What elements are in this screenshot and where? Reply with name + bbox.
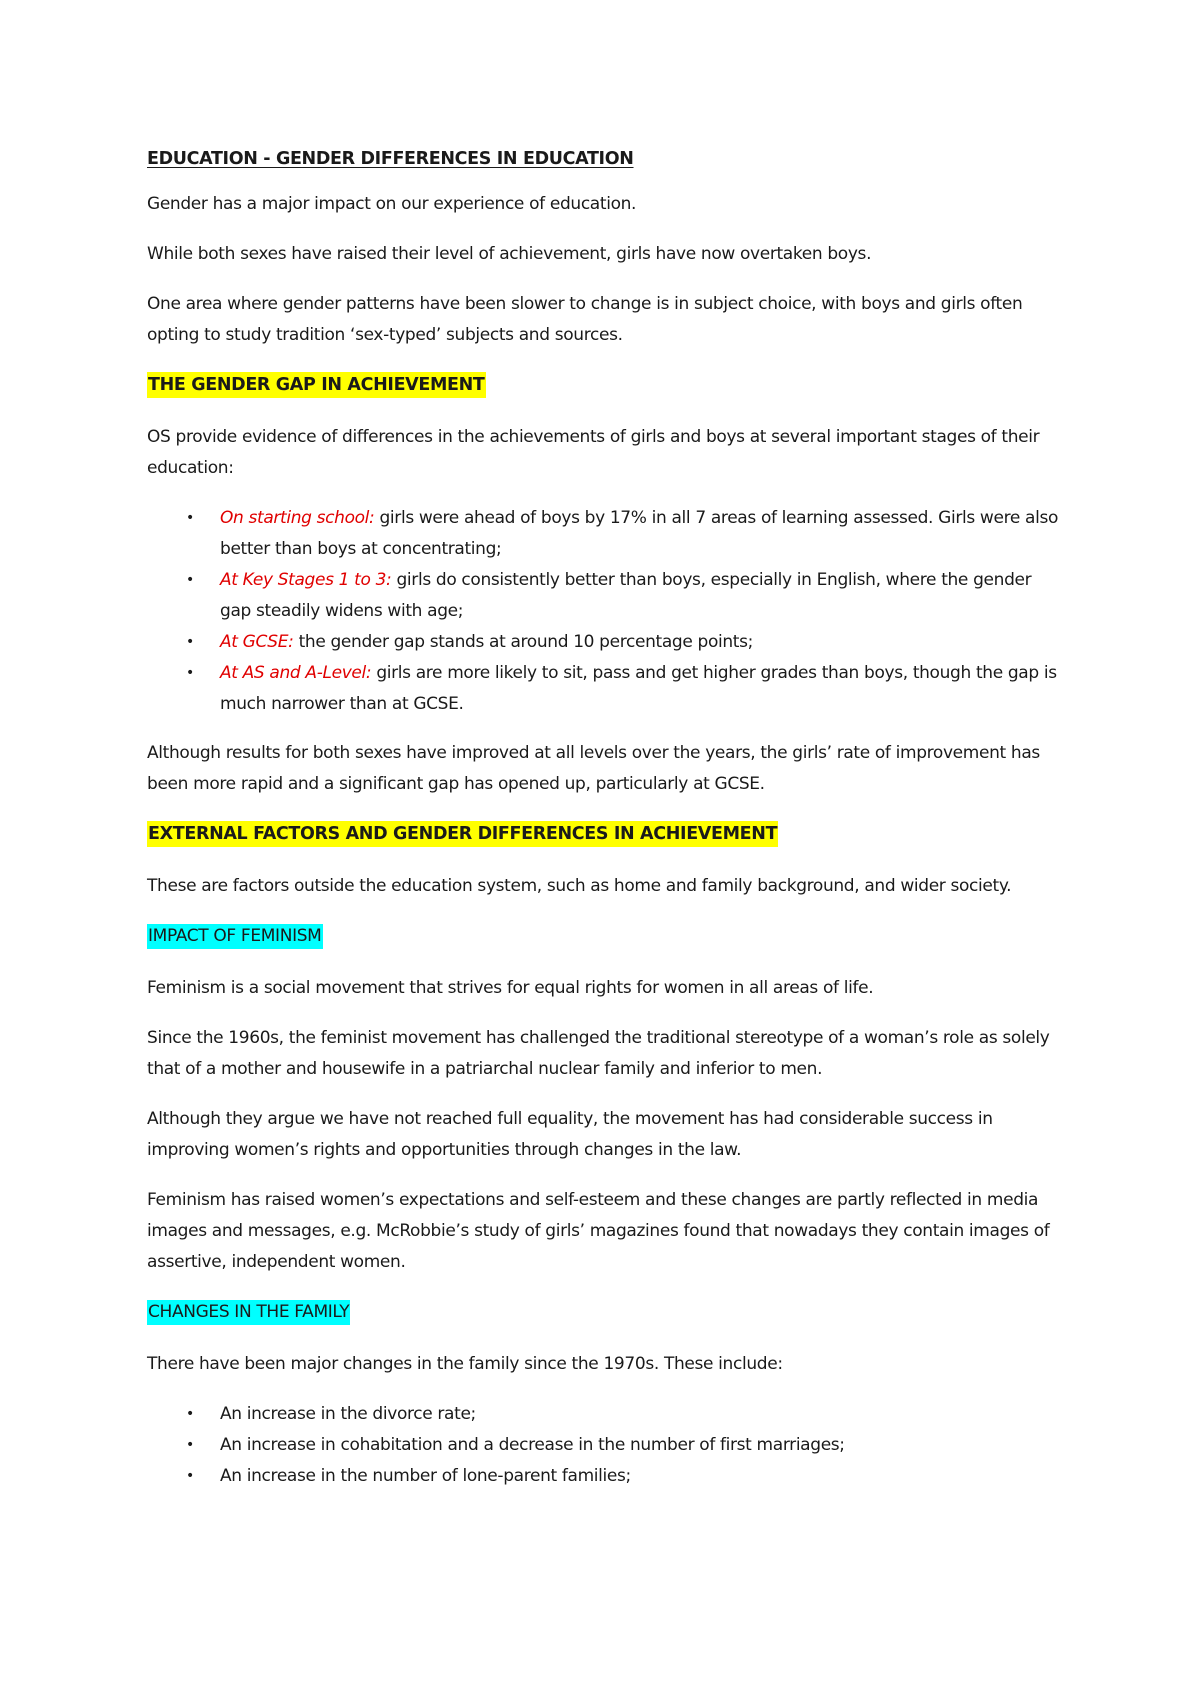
list-item bbox=[147, 1399, 1067, 1430]
feminism-paragraph-4: Feminism has raised women’s expectations and self-esteem and these changes are partly reflected in media images and messages, e.g. McRobbie’s study of girls’ magazines found that nowadays they contain images of assertive, independent women. bbox=[147, 1190, 1050, 1272]
section-heading-external-factors: EXTERNAL FACTORS AND GENDER DIFFERENCES IN ACHIEVEMENT bbox=[147, 821, 778, 847]
subheading-family-wrap bbox=[147, 1297, 1067, 1328]
bullet-icon: • bbox=[186, 1406, 194, 1422]
intro-paragraph-2: While both sexes have raised their level of achievement, girls have now overtaken boys. bbox=[147, 244, 872, 264]
external-factors-lead: These are factors outside the education system, such as home and family background, and wider society. bbox=[147, 876, 1012, 896]
gender-gap-closing: Although results for both sexes have improved at all levels over the years, the girls’ rate of improvement has been more rapid and a significant gap has opened up, particularly at GCSE. bbox=[147, 743, 1040, 794]
bullet-icon: • bbox=[186, 1437, 194, 1453]
list-item bbox=[147, 1430, 1067, 1461]
stage-term: On starting school: bbox=[220, 508, 375, 528]
subheading-feminism-wrap bbox=[147, 921, 1067, 952]
stage-term: At AS and A-Level: bbox=[220, 663, 372, 683]
stage-text: the gender gap stands at around 10 percentage points; bbox=[293, 632, 753, 652]
list-item bbox=[147, 503, 1067, 565]
stage-term: At Key Stages 1 to 3: bbox=[220, 570, 392, 590]
list-item bbox=[147, 627, 1067, 658]
bullet-icon: • bbox=[186, 572, 194, 588]
feminism-paragraph-3: Although they argue we have not reached full equality, the movement has had considerable success in improving women’s rights and opportunities through changes in the law. bbox=[147, 1109, 993, 1160]
achievement-stages-list bbox=[147, 503, 1067, 720]
document-page bbox=[147, 143, 1067, 1510]
family-lead: There have been major changes in the family since the 1970s. These include: bbox=[147, 1354, 783, 1374]
family-change-text: An increase in the number of lone-parent families; bbox=[220, 1466, 631, 1486]
list-item bbox=[147, 1461, 1067, 1492]
stage-text: girls were ahead of boys by 17% in all 7 areas of learning assessed. Girls were also better than boys at concentrating; bbox=[220, 508, 1059, 559]
bullet-icon: • bbox=[186, 510, 194, 526]
stage-text: girls do consistently better than boys, especially in English, where the gender gap steadily widens with age; bbox=[220, 570, 1032, 621]
section-heading-gender-gap: THE GENDER GAP IN ACHIEVEMENT bbox=[147, 372, 486, 398]
document-title: EDUCATION - GENDER DIFFERENCES IN EDUCATION bbox=[147, 149, 634, 169]
bullet-icon: • bbox=[186, 665, 194, 681]
subheading-impact-of-feminism: IMPACT OF FEMINISM bbox=[147, 924, 323, 949]
bullet-icon: • bbox=[186, 634, 194, 650]
family-change-text: An increase in the divorce rate; bbox=[220, 1404, 476, 1424]
gender-gap-lead: OS provide evidence of differences in the achievements of girls and boys at several important stages of their education: bbox=[147, 427, 1040, 478]
list-item bbox=[147, 658, 1067, 720]
bullet-icon: • bbox=[186, 1468, 194, 1484]
list-item bbox=[147, 565, 1067, 627]
section-heading-external-wrap bbox=[147, 819, 1067, 850]
family-change-text: An increase in cohabitation and a decrease in the number of first marriages; bbox=[220, 1435, 845, 1455]
section-heading-gender-gap-wrap bbox=[147, 370, 1067, 401]
feminism-paragraph-1: Feminism is a social movement that strives for equal rights for women in all areas of life. bbox=[147, 978, 874, 998]
family-changes-list bbox=[147, 1399, 1067, 1492]
stage-text: girls are more likely to sit, pass and get higher grades than boys, though the gap is much narrower than at GCSE. bbox=[220, 663, 1057, 714]
feminism-paragraph-2: Since the 1960s, the feminist movement has challenged the traditional stereotype of a woman’s role as solely that of a mother and housewife in a patriarchal nuclear family and inferior to men. bbox=[147, 1028, 1050, 1079]
intro-paragraph-3: One area where gender patterns have been slower to change is in subject choice, with boys and girls often opting to study tradition ‘sex-typed’ subjects and sources. bbox=[147, 294, 1023, 345]
intro-paragraph-1: Gender has a major impact on our experience of education. bbox=[147, 194, 637, 214]
subheading-changes-in-family: CHANGES IN THE FAMILY bbox=[147, 1300, 350, 1325]
stage-term: At GCSE: bbox=[220, 632, 294, 652]
